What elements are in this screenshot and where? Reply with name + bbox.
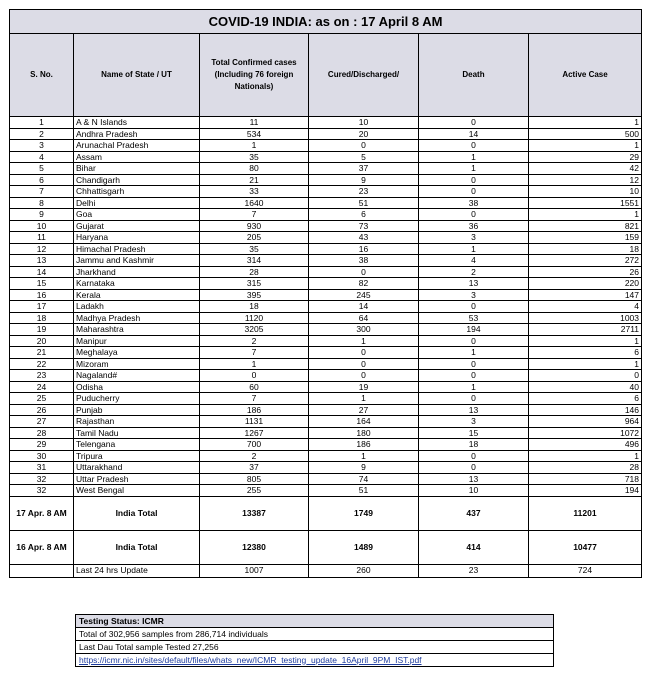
- cell-sno: 4: [10, 151, 74, 163]
- cell-death: 0: [419, 462, 529, 474]
- cell-confirmed: 7: [200, 393, 309, 405]
- cell-confirmed: 1: [200, 140, 309, 152]
- cell-state: Chandigarh: [74, 174, 200, 186]
- cell-sno: 2: [10, 128, 74, 140]
- cell-active: 26: [529, 266, 642, 278]
- cell-state: Himachal Pradesh: [74, 243, 200, 255]
- cell-sno: 16: [10, 289, 74, 301]
- cell-confirmed: 33: [200, 186, 309, 198]
- table-row: [10, 485, 642, 497]
- cell-active: 500: [529, 128, 642, 140]
- cell-cured: 82: [309, 278, 419, 290]
- cell-confirmed: 7: [200, 347, 309, 359]
- cell-cured: 27: [309, 404, 419, 416]
- cell-confirmed: 11: [200, 117, 309, 129]
- cell-death: 1: [419, 381, 529, 393]
- cell-sno: 29: [10, 439, 74, 451]
- cell-state: Assam: [74, 151, 200, 163]
- cell-confirmed: 37: [200, 462, 309, 474]
- cell-confirmed: 395: [200, 289, 309, 301]
- testing-status-box: [75, 614, 554, 667]
- last-24hrs-death: 23: [419, 564, 529, 577]
- table-row: [10, 427, 642, 439]
- cell-cured: 0: [309, 347, 419, 359]
- table-row: [10, 393, 642, 405]
- cell-confirmed: 1131: [200, 416, 309, 428]
- cell-active: 4: [529, 301, 642, 313]
- cell-active: 1: [529, 358, 642, 370]
- header-cured: Cured/Discharged/: [309, 34, 419, 117]
- cell-sno: 8: [10, 197, 74, 209]
- table-row: [10, 163, 642, 175]
- table-row: [10, 289, 642, 301]
- cell-sno: 9: [10, 209, 74, 221]
- cell-state: Punjab: [74, 404, 200, 416]
- cell-death: 0: [419, 335, 529, 347]
- cell-active: 10: [529, 186, 642, 198]
- cell-confirmed: 1640: [200, 197, 309, 209]
- cell-death: 1: [419, 243, 529, 255]
- cell-state: Madhya Pradesh: [74, 312, 200, 324]
- cell-confirmed: 534: [200, 128, 309, 140]
- cell-cured: 64: [309, 312, 419, 324]
- cell-cured: 10: [309, 117, 419, 129]
- table-row: [10, 140, 642, 152]
- cell-sno: 23: [10, 370, 74, 382]
- cell-active: 147: [529, 289, 642, 301]
- cell-death: 13: [419, 404, 529, 416]
- total-date: 16 Apr. 8 AM: [10, 530, 74, 564]
- header-sno: S. No.: [10, 34, 74, 117]
- table-row: [10, 462, 642, 474]
- cell-state: Rajasthan: [74, 416, 200, 428]
- cell-active: 2711: [529, 324, 642, 336]
- cell-death: 36: [419, 220, 529, 232]
- cell-active: 28: [529, 462, 642, 474]
- cell-active: 0: [529, 370, 642, 382]
- cell-confirmed: 3205: [200, 324, 309, 336]
- total-label: India Total: [74, 530, 200, 564]
- cell-confirmed: 700: [200, 439, 309, 451]
- cell-sno: 21: [10, 347, 74, 359]
- cell-active: 12: [529, 174, 642, 186]
- cell-confirmed: 1: [200, 358, 309, 370]
- cell-death: 10: [419, 485, 529, 497]
- cell-cured: 9: [309, 174, 419, 186]
- table-row: [10, 370, 642, 382]
- cell-cured: 74: [309, 473, 419, 485]
- cell-death: 3: [419, 416, 529, 428]
- cell-death: 0: [419, 370, 529, 382]
- cell-cured: 51: [309, 485, 419, 497]
- cell-confirmed: 205: [200, 232, 309, 244]
- cell-cured: 6: [309, 209, 419, 221]
- table-row: [10, 266, 642, 278]
- cell-cured: 9: [309, 462, 419, 474]
- total-date: 17 Apr. 8 AM: [10, 496, 74, 530]
- header-active: Active Case: [529, 34, 642, 117]
- cell-active: 718: [529, 473, 642, 485]
- cell-cured: 0: [309, 266, 419, 278]
- last-24hrs-row: [10, 564, 642, 577]
- cell-sno: 6: [10, 174, 74, 186]
- table-row: [10, 335, 642, 347]
- cell-cured: 0: [309, 370, 419, 382]
- cell-state: Chhattisgarh: [74, 186, 200, 198]
- cell-state: Bihar: [74, 163, 200, 175]
- total-death: 414: [419, 530, 529, 564]
- table-row: [10, 278, 642, 290]
- cell-cured: 16: [309, 243, 419, 255]
- cell-sno: 11: [10, 232, 74, 244]
- table-row: [10, 358, 642, 370]
- cell-state: Meghalaya: [74, 347, 200, 359]
- cell-sno: 20: [10, 335, 74, 347]
- cell-state: Haryana: [74, 232, 200, 244]
- cell-death: 1: [419, 163, 529, 175]
- header-confirmed: Total Confirmed cases (Including 76 foreign Nationals): [200, 34, 309, 117]
- table-row: [10, 128, 642, 140]
- cell-sno: 28: [10, 427, 74, 439]
- cell-active: 1551: [529, 197, 642, 209]
- cell-active: 29: [529, 151, 642, 163]
- cell-sno: 5: [10, 163, 74, 175]
- covid-table: [9, 9, 642, 578]
- cell-cured: 164: [309, 416, 419, 428]
- cell-active: 1072: [529, 427, 642, 439]
- cell-death: 1: [419, 151, 529, 163]
- cell-active: 1: [529, 117, 642, 129]
- cell-sno: 18: [10, 312, 74, 324]
- cell-state: Ladakh: [74, 301, 200, 313]
- cell-state: Arunachal Pradesh: [74, 140, 200, 152]
- cell-cured: 0: [309, 358, 419, 370]
- total-label: India Total: [74, 496, 200, 530]
- cell-active: 1: [529, 450, 642, 462]
- cell-death: 1: [419, 347, 529, 359]
- table-row: [10, 473, 642, 485]
- header-death: Death: [419, 34, 529, 117]
- cell-state: West Bengal: [74, 485, 200, 497]
- cell-state: Telengana: [74, 439, 200, 451]
- total-active: 11201: [529, 496, 642, 530]
- cell-state: Mizoram: [74, 358, 200, 370]
- table-row: [10, 255, 642, 267]
- cell-active: 964: [529, 416, 642, 428]
- cell-cured: 5: [309, 151, 419, 163]
- cell-death: 38: [419, 197, 529, 209]
- cell-state: Gujarat: [74, 220, 200, 232]
- cell-sno: 3: [10, 140, 74, 152]
- cell-confirmed: 0: [200, 370, 309, 382]
- cell-sno: 32: [10, 485, 74, 497]
- cell-sno: 30: [10, 450, 74, 462]
- cell-sno: 15: [10, 278, 74, 290]
- cell-active: 821: [529, 220, 642, 232]
- cell-state: Tamil Nadu: [74, 427, 200, 439]
- testing-header: Testing Status: ICMR: [76, 615, 554, 628]
- total-row-today: [10, 496, 642, 530]
- cell-cured: 37: [309, 163, 419, 175]
- cell-death: 18: [419, 439, 529, 451]
- cell-sno: 24: [10, 381, 74, 393]
- cell-state: Odisha: [74, 381, 200, 393]
- cell-active: 42: [529, 163, 642, 175]
- cell-sno: 31: [10, 462, 74, 474]
- cell-cured: 38: [309, 255, 419, 267]
- cell-cured: 1: [309, 335, 419, 347]
- cell-active: 40: [529, 381, 642, 393]
- header-row: [10, 34, 642, 117]
- cell-state: A & N Islands: [74, 117, 200, 129]
- cell-cured: 0: [309, 140, 419, 152]
- cell-confirmed: 1267: [200, 427, 309, 439]
- total-cured: 1749: [309, 496, 419, 530]
- cell-sno: 32: [10, 473, 74, 485]
- cell-confirmed: 315: [200, 278, 309, 290]
- last-24hrs-label: Last 24 hrs Update: [74, 564, 200, 577]
- cell-sno: 10: [10, 220, 74, 232]
- testing-total-samples: Total of 302,956 samples from 286,714 individuals: [76, 628, 554, 641]
- cell-state: Goa: [74, 209, 200, 221]
- cell-cured: 245: [309, 289, 419, 301]
- page-title: COVID-19 INDIA: as on : 17 April 8 AM: [10, 10, 642, 34]
- cell-confirmed: 7: [200, 209, 309, 221]
- total-death: 437: [419, 496, 529, 530]
- cell-confirmed: 35: [200, 151, 309, 163]
- cell-confirmed: 28: [200, 266, 309, 278]
- table-row: [10, 324, 642, 336]
- cell-confirmed: 18: [200, 301, 309, 313]
- cell-cured: 19: [309, 381, 419, 393]
- cell-death: 0: [419, 140, 529, 152]
- cell-sno: 14: [10, 266, 74, 278]
- cell-active: 194: [529, 485, 642, 497]
- testing-last-day: Last Dau Total sample Tested 27,256: [76, 641, 554, 654]
- cell-death: 3: [419, 232, 529, 244]
- icmr-report-link[interactable]: https://icmr.nic.in/sites/default/files/whats_new/ICMR_testing_update_16April_9PM_IST.pdf: [76, 654, 554, 667]
- table-row: [10, 117, 642, 129]
- cell-sno: 13: [10, 255, 74, 267]
- cell-state: Uttarakhand: [74, 462, 200, 474]
- cell-cured: 300: [309, 324, 419, 336]
- cell-death: 0: [419, 450, 529, 462]
- cell-death: 194: [419, 324, 529, 336]
- cell-state: Uttar Pradesh: [74, 473, 200, 485]
- cell-confirmed: 2: [200, 335, 309, 347]
- last-24hrs-blank: [10, 564, 74, 577]
- table-row: [10, 174, 642, 186]
- cell-death: 3: [419, 289, 529, 301]
- total-confirmed: 12380: [200, 530, 309, 564]
- cell-cured: 43: [309, 232, 419, 244]
- cell-active: 1: [529, 140, 642, 152]
- cell-cured: 1: [309, 393, 419, 405]
- cell-active: 1: [529, 209, 642, 221]
- cell-cured: 180: [309, 427, 419, 439]
- cell-active: 159: [529, 232, 642, 244]
- table-row: [10, 312, 642, 324]
- cell-sno: 1: [10, 117, 74, 129]
- cell-cured: 14: [309, 301, 419, 313]
- table-row: [10, 404, 642, 416]
- cell-death: 13: [419, 278, 529, 290]
- cell-active: 6: [529, 393, 642, 405]
- cell-active: 146: [529, 404, 642, 416]
- cell-active: 496: [529, 439, 642, 451]
- cell-death: 14: [419, 128, 529, 140]
- cell-state: Manipur: [74, 335, 200, 347]
- cell-confirmed: 930: [200, 220, 309, 232]
- cell-death: 0: [419, 393, 529, 405]
- cell-active: 6: [529, 347, 642, 359]
- cell-confirmed: 21: [200, 174, 309, 186]
- header-state: Name of State / UT: [74, 34, 200, 117]
- cell-sno: 12: [10, 243, 74, 255]
- last-24hrs-active: 724: [529, 564, 642, 577]
- last-24hrs-confirmed: 1007: [200, 564, 309, 577]
- cell-confirmed: 255: [200, 485, 309, 497]
- table-row: [10, 151, 642, 163]
- cell-state: Nagaland#: [74, 370, 200, 382]
- cell-cured: 23: [309, 186, 419, 198]
- table-row: [10, 209, 642, 221]
- table-row: [10, 347, 642, 359]
- cell-cured: 1: [309, 450, 419, 462]
- cell-active: 18: [529, 243, 642, 255]
- cell-cured: 186: [309, 439, 419, 451]
- cell-state: Karnataka: [74, 278, 200, 290]
- table-body: [10, 117, 642, 497]
- table-row: [10, 450, 642, 462]
- cell-confirmed: 314: [200, 255, 309, 267]
- table-row: [10, 243, 642, 255]
- table-row: [10, 232, 642, 244]
- cell-death: 0: [419, 174, 529, 186]
- cell-state: Jammu and Kashmir: [74, 255, 200, 267]
- total-cured: 1489: [309, 530, 419, 564]
- table-row: [10, 197, 642, 209]
- cell-cured: 73: [309, 220, 419, 232]
- cell-sno: 25: [10, 393, 74, 405]
- cell-state: Puducherry: [74, 393, 200, 405]
- cell-sno: 19: [10, 324, 74, 336]
- cell-death: 0: [419, 358, 529, 370]
- last-24hrs-cured: 260: [309, 564, 419, 577]
- cell-death: 0: [419, 186, 529, 198]
- total-active: 10477: [529, 530, 642, 564]
- cell-state: Jharkhand: [74, 266, 200, 278]
- cell-death: 53: [419, 312, 529, 324]
- cell-active: 1: [529, 335, 642, 347]
- cell-death: 2: [419, 266, 529, 278]
- table-row: [10, 220, 642, 232]
- cell-state: Delhi: [74, 197, 200, 209]
- cell-death: 15: [419, 427, 529, 439]
- cell-sno: 22: [10, 358, 74, 370]
- table-row: [10, 301, 642, 313]
- cell-confirmed: 805: [200, 473, 309, 485]
- cell-confirmed: 2: [200, 450, 309, 462]
- cell-sno: 17: [10, 301, 74, 313]
- cell-sno: 26: [10, 404, 74, 416]
- table-row: [10, 439, 642, 451]
- cell-state: Andhra Pradesh: [74, 128, 200, 140]
- cell-confirmed: 60: [200, 381, 309, 393]
- cell-death: 0: [419, 209, 529, 221]
- cell-death: 0: [419, 117, 529, 129]
- cell-active: 220: [529, 278, 642, 290]
- table-row: [10, 416, 642, 428]
- cell-active: 1003: [529, 312, 642, 324]
- cell-state: Maharashtra: [74, 324, 200, 336]
- table-row: [10, 186, 642, 198]
- cell-active: 272: [529, 255, 642, 267]
- cell-state: Kerala: [74, 289, 200, 301]
- cell-cured: 51: [309, 197, 419, 209]
- cell-death: 13: [419, 473, 529, 485]
- cell-cured: 20: [309, 128, 419, 140]
- table-row: [10, 381, 642, 393]
- total-row-yesterday: [10, 530, 642, 564]
- cell-death: 4: [419, 255, 529, 267]
- cell-confirmed: 35: [200, 243, 309, 255]
- cell-confirmed: 186: [200, 404, 309, 416]
- cell-sno: 27: [10, 416, 74, 428]
- cell-confirmed: 1120: [200, 312, 309, 324]
- cell-sno: 7: [10, 186, 74, 198]
- cell-death: 0: [419, 301, 529, 313]
- total-confirmed: 13387: [200, 496, 309, 530]
- cell-state: Tripura: [74, 450, 200, 462]
- cell-confirmed: 80: [200, 163, 309, 175]
